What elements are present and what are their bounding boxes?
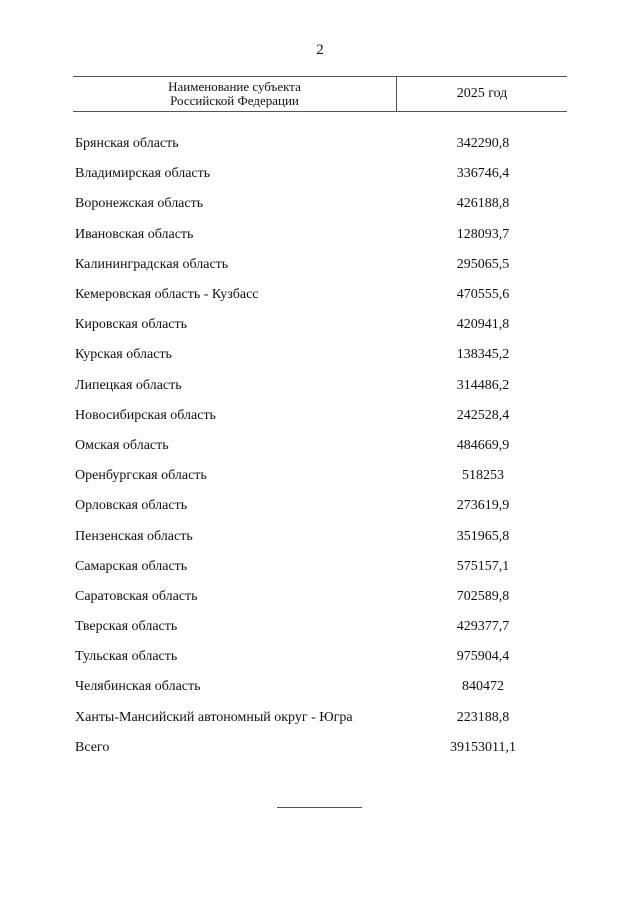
table-row xyxy=(73,129,567,159)
table-row xyxy=(73,340,567,370)
region-name: Оренбургская область xyxy=(75,468,207,484)
header-year: 2025 год xyxy=(456,86,508,101)
region-value: 314486,2 xyxy=(456,377,510,393)
end-of-document-line xyxy=(277,807,362,808)
regions-table xyxy=(73,76,567,763)
region-name: Самарская область xyxy=(75,558,188,574)
region-value: 351965,8 xyxy=(456,528,510,544)
table-row xyxy=(73,491,567,521)
region-value: 470555,6 xyxy=(456,287,510,303)
region-value: 840472 xyxy=(462,679,504,695)
table-row xyxy=(73,250,567,280)
region-name: Пензенская область xyxy=(75,528,193,544)
region-name: Тульская область xyxy=(75,649,178,665)
region-name: Калининградская область xyxy=(75,256,229,272)
region-name: Воронежская область xyxy=(75,196,204,212)
total-label: Всего xyxy=(75,739,110,755)
table-body xyxy=(73,129,567,763)
table-row xyxy=(73,642,567,672)
region-name: Новосибирская область xyxy=(75,407,216,423)
table-row xyxy=(73,521,567,551)
region-name: Кировская область xyxy=(75,317,188,333)
table-row xyxy=(73,461,567,491)
region-value: 138345,2 xyxy=(456,347,510,363)
region-name: Тверская область xyxy=(75,619,178,635)
region-value: 273619,9 xyxy=(456,498,510,514)
header-region-name xyxy=(73,77,397,111)
region-value: 429377,7 xyxy=(456,619,510,635)
page-number: 2 xyxy=(316,42,324,58)
region-name: Ханты-Мансийский автономный округ - Югра xyxy=(75,709,353,725)
table-row xyxy=(73,401,567,431)
header-region-name-line1: Наименование субъекта xyxy=(168,79,301,94)
region-name: Омская область xyxy=(75,437,169,453)
region-value: 518253 xyxy=(462,468,504,484)
region-value: 242528,4 xyxy=(456,407,510,423)
table-row xyxy=(73,612,567,642)
region-value: 575157,1 xyxy=(456,558,510,574)
region-name: Кемеровская область - Кузбасс xyxy=(75,287,259,303)
header-region-name-line2: Российской Федерации xyxy=(170,93,299,108)
region-name: Липецкая область xyxy=(75,377,182,393)
region-name: Курская область xyxy=(75,347,172,363)
region-name: Владимирская область xyxy=(75,166,211,182)
table-row xyxy=(73,280,567,310)
region-value: 975904,4 xyxy=(456,649,510,665)
total-row xyxy=(73,733,567,763)
table-row xyxy=(73,703,567,733)
table-row xyxy=(73,310,567,340)
region-name: Челябинская область xyxy=(75,679,201,695)
table-row xyxy=(73,672,567,702)
table-header xyxy=(73,76,567,112)
table-row xyxy=(73,371,567,401)
region-value: 702589,8 xyxy=(456,588,510,604)
table-row xyxy=(73,189,567,219)
region-name: Орловская область xyxy=(75,498,188,514)
region-value: 336746,4 xyxy=(456,166,510,182)
region-name: Брянская область xyxy=(75,136,179,152)
region-name: Ивановская область xyxy=(75,226,194,242)
region-value: 484669,9 xyxy=(456,437,510,453)
region-value: 420941,8 xyxy=(456,317,510,333)
region-value: 128093,7 xyxy=(456,226,510,242)
table-row xyxy=(73,159,567,189)
region-value: 426188,8 xyxy=(456,196,510,212)
region-value: 223188,8 xyxy=(456,709,510,725)
table-row xyxy=(73,582,567,612)
table-row xyxy=(73,552,567,582)
region-name: Саратовская область xyxy=(75,588,198,604)
region-value: 342290,8 xyxy=(456,136,510,152)
table-row xyxy=(73,431,567,461)
region-value: 295065,5 xyxy=(456,256,510,272)
total-value: 39153011,1 xyxy=(450,739,516,755)
table-row xyxy=(73,220,567,250)
